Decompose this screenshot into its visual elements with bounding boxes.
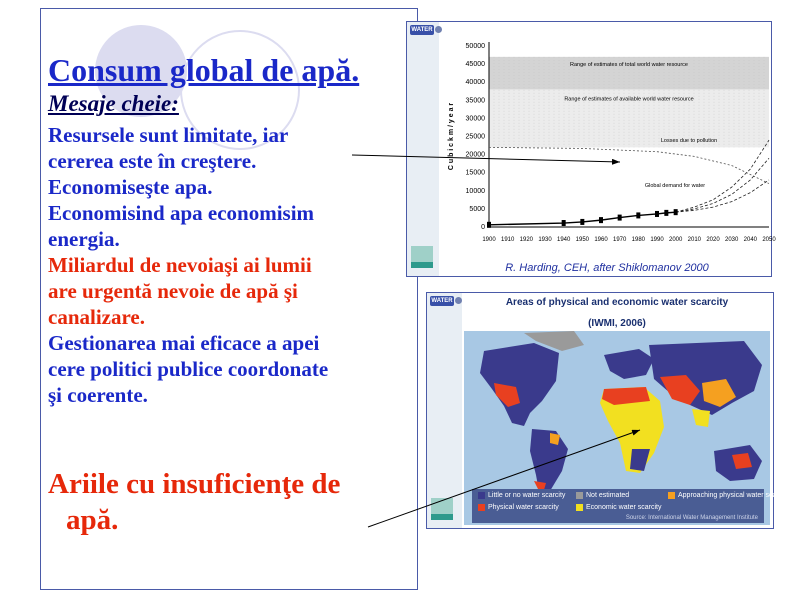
x-tick-label: 2030 (724, 237, 739, 243)
map-title: Areas of physical and economic water scarcity (505, 297, 729, 308)
message-line: Resursele sunt limitate, iar (48, 123, 289, 147)
message-line: energia. (48, 227, 120, 251)
y-tick-label: 15000 (465, 169, 485, 177)
subtitle: Mesaje cheie: (48, 91, 179, 116)
y-tick-label: 5000 (469, 205, 485, 213)
x-tick-label: 1920 (519, 237, 534, 243)
y-tick-label: 50000 (465, 43, 485, 50)
y-tick-label: 0 (481, 224, 485, 231)
x-tick-label: 1960 (594, 237, 608, 243)
x-tick-label: 2050 (762, 237, 776, 243)
section-heading-line: Ariile cu insuficienţe de (48, 468, 341, 500)
water-logo: WATER (431, 298, 453, 304)
message-line: cererea este în creştere. (48, 149, 257, 173)
annotation-pollution: Losses due to pollution (660, 137, 718, 144)
water-logo: WATER (411, 27, 433, 33)
annotation-demand: Global demand for water (644, 183, 706, 190)
y-axis-label: C u b i c k m / y e a r (448, 102, 455, 171)
x-tick-label: 1950 (575, 237, 590, 243)
arrow-to-chart (352, 155, 620, 162)
message-line: Gestionarea mai eficace a apei (48, 331, 320, 355)
legend-label: Economic water scarcity (586, 504, 662, 511)
x-tick-label: 1910 (500, 237, 515, 243)
message-line: Economiseşte apa. (48, 175, 213, 199)
y-tick-label: 35000 (465, 97, 485, 105)
arrow-to-map (368, 430, 640, 527)
x-tick-label: 2000 (668, 237, 683, 243)
annotation-available: Range of estimates of available world water resource (564, 96, 694, 103)
legend-label: Physical water scarcity (488, 504, 559, 511)
y-tick-label: 25000 (465, 133, 485, 141)
section-heading-line: apă. (66, 504, 119, 536)
x-tick-label: 1900 (482, 237, 496, 243)
legend-label: Little or no water scarcity (488, 492, 566, 499)
message-line: canalizare. (48, 305, 146, 329)
slide-title: Consum global de apă. (48, 52, 360, 88)
x-tick-label: 2020 (706, 237, 720, 243)
message-line: are urgentă nevoie de apă şi (48, 279, 298, 303)
y-tick-label: 30000 (465, 115, 485, 123)
annotation-total: Range of estimates of total world water resource (569, 62, 689, 69)
message-line: şi coerente. (48, 383, 148, 407)
chart-credit: R. Harding, CEH, after Shiklomanov 2000 (505, 262, 709, 274)
x-tick-label: 2010 (687, 237, 702, 243)
message-line: Economisind apa economisim (48, 201, 315, 225)
x-tick-label: 1930 (538, 237, 552, 243)
x-tick-label: 2040 (743, 237, 758, 243)
message-line: Miliardul de nevoiaşi ai lumii (48, 253, 312, 277)
map-subtitle: (IWMI, 2006) (588, 318, 646, 329)
x-tick-label: 1940 (556, 237, 571, 243)
message-line: cere politici publice coordonate (48, 357, 329, 381)
y-tick-label: 20000 (465, 151, 485, 159)
y-tick-label: 40000 (465, 79, 485, 87)
legend-label: Approaching physical water scarcity (678, 492, 790, 499)
y-tick-label: 10000 (465, 187, 485, 195)
legend-label: Not estimated (586, 492, 630, 499)
x-tick-label: 1980 (631, 237, 646, 243)
x-tick-label: 1970 (612, 237, 627, 243)
x-tick-label: 1990 (650, 237, 664, 243)
y-tick-label: 45000 (465, 61, 485, 69)
map-source: Source: International Water Management Institute (625, 515, 758, 521)
